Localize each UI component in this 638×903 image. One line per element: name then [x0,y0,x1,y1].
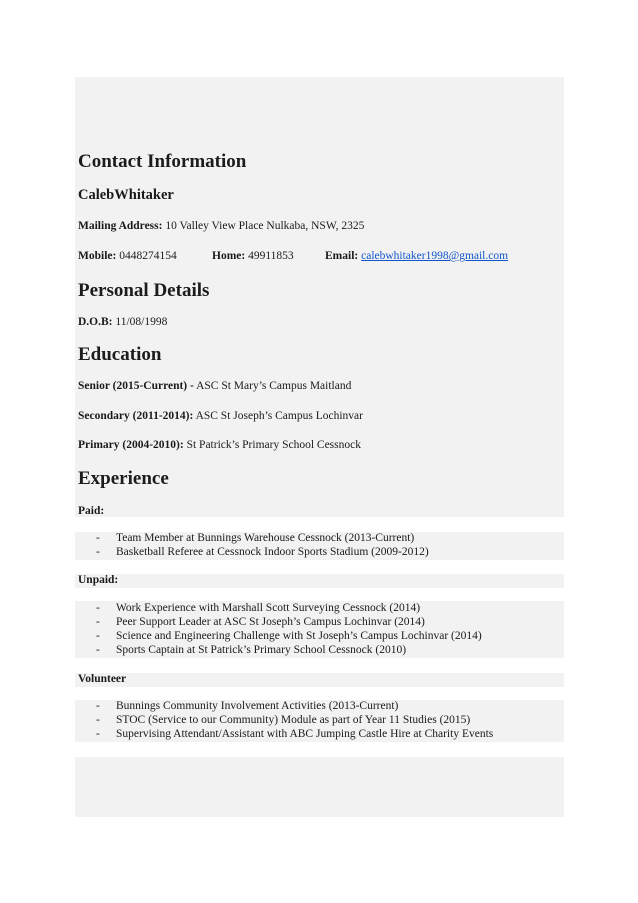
email-line [325,250,508,262]
list-item [96,602,420,614]
list-item-text: Sports Captain at St Patrick’s Primary School Cessnock (2010) [116,644,407,656]
list-item-text: Bunnings Community Involvement Activities (2013-Current) [116,700,399,712]
list-item-text: Team Member at Bunnings Warehouse Cessnock (2013-Current) [116,532,415,544]
list-item [96,630,482,642]
volunteer-label: Volunteer [78,673,127,685]
list-item-text: Science and Engineering Challenge with St Joseph’s Campus Lochinvar (2014) [116,630,482,642]
dob-value: 11/08/1998 [115,316,168,328]
list-item [96,546,429,558]
footer-background [75,757,564,817]
education-value: St Patrick’s Primary School Cessnock [186,439,361,451]
experience-heading: Experience [78,468,169,489]
bullet-dash: - [96,630,100,642]
list-item [96,700,398,712]
education-label: Senior (2015-Current) - [78,380,194,392]
education-value: ASC St Joseph’s Campus Lochinvar [195,410,363,422]
volunteer-label-band [75,673,564,687]
mobile-value: 0448274154 [119,250,177,262]
list-item-text: Basketball Referee at Cessnock Indoor Sports Stadium (2009-2012) [116,546,429,558]
mobile-line [78,250,177,262]
list-item [96,616,425,628]
bullet-dash: - [96,532,100,544]
contact-heading: Contact Information [78,151,247,172]
list-item [96,728,493,740]
home-value: 49911853 [248,250,294,262]
list-item [96,644,406,656]
education-label: Primary (2004-2010): [78,439,184,451]
email-label: Email: [325,250,359,262]
mailing-address-value: 10 Valley View Place Nulkaba, NSW, 2325 [165,220,365,232]
bullet-dash: - [96,546,100,558]
mailing-address-label: Mailing Address: [78,220,163,232]
dob-label: D.O.B: [78,316,113,328]
email-link[interactable]: calebwhitaker1998@gmail.com [361,250,509,262]
bullet-dash: - [96,714,100,726]
unpaid-label: Unpaid: [78,574,119,586]
education-label: Secondary (2011-2014): [78,410,194,422]
education-secondary [78,410,363,422]
unpaid-label-band [75,574,564,588]
education-senior [78,380,351,392]
mailing-address-line [78,220,364,232]
paid-label: Paid: [78,505,105,517]
list-item [96,714,470,726]
personal-details-heading: Personal Details [78,280,210,301]
home-line [212,250,294,262]
bullet-dash: - [96,700,100,712]
bullet-dash: - [96,728,100,740]
education-primary [78,439,361,451]
bullet-dash: - [96,644,100,656]
education-value: ASC St Mary’s Campus Maitland [196,380,352,392]
list-item-text: Work Experience with Marshall Scott Surveying Cessnock (2014) [116,602,421,614]
bullet-dash: - [96,616,100,628]
home-label: Home: [212,250,246,262]
candidate-name: CalebWhitaker [78,187,174,203]
mobile-label: Mobile: [78,250,117,262]
list-item-text: Peer Support Leader at ASC St Joseph’s Campus Lochinvar (2014) [116,616,425,628]
list-item [96,532,414,544]
bullet-dash: - [96,602,100,614]
dob-line [78,316,167,328]
education-heading: Education [78,344,162,365]
list-item-text: Supervising Attendant/Assistant with ABC Jumping Castle Hire at Charity Events [116,728,494,740]
list-item-text: STOC (Service to our Community) Module as part of Year 11 Studies (2015) [116,714,471,726]
